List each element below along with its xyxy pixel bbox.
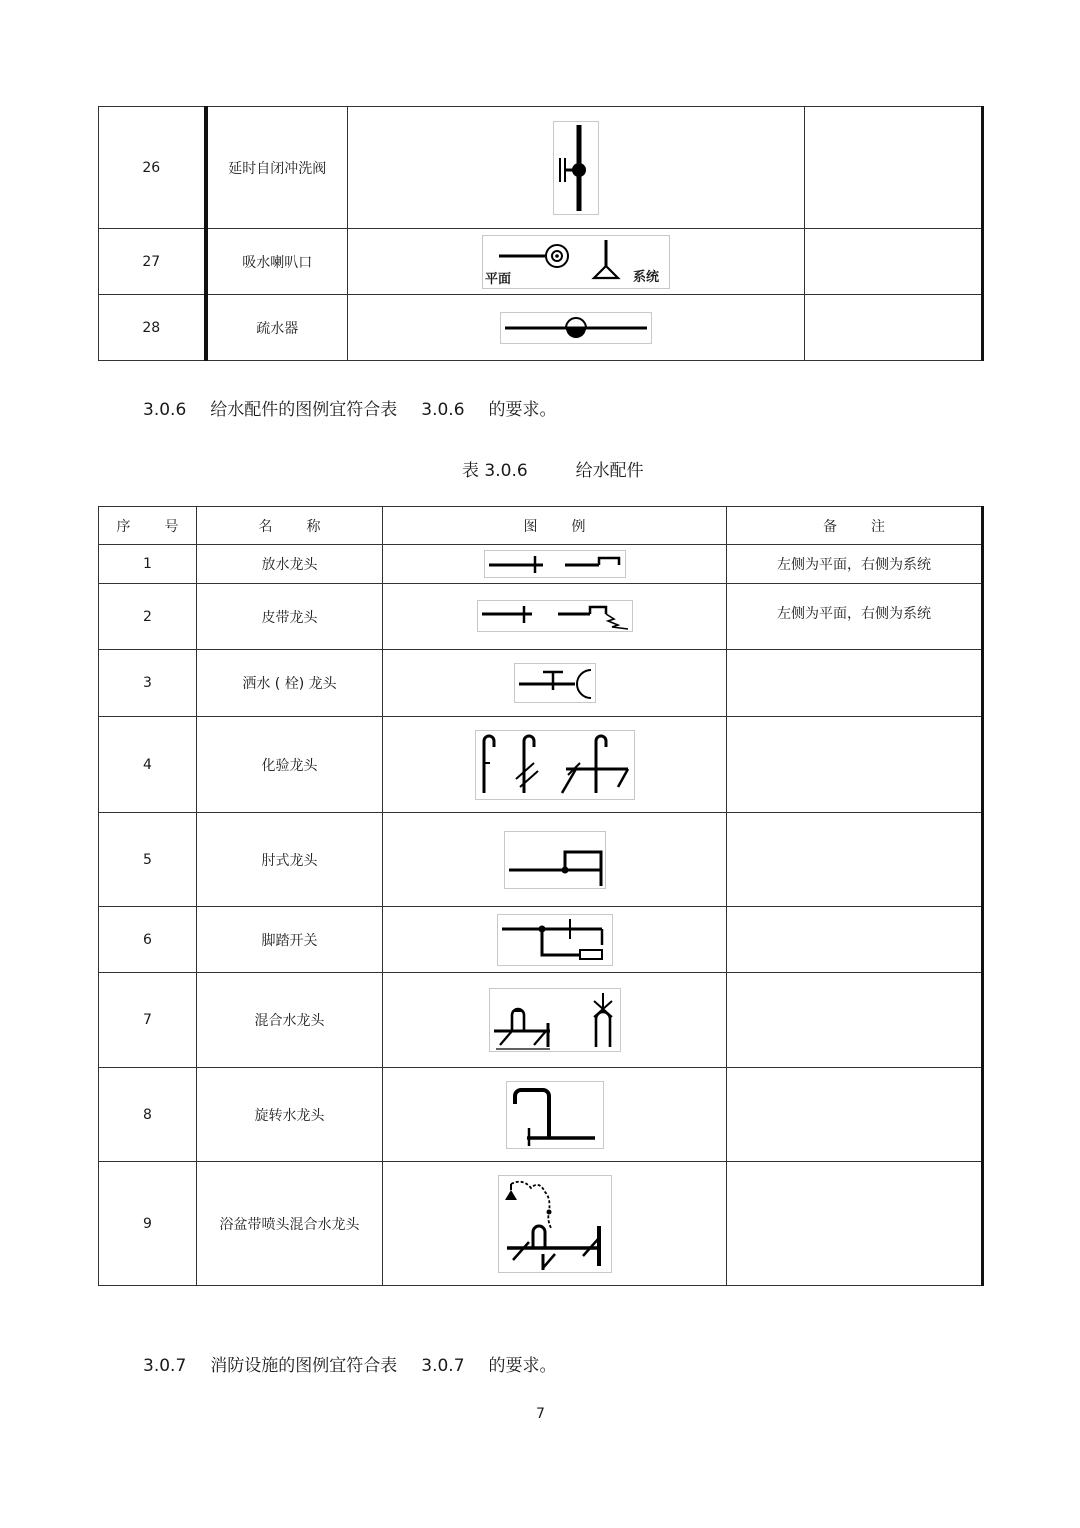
row-symbol <box>383 717 727 813</box>
row-symbol <box>348 229 805 295</box>
row-note <box>805 229 983 295</box>
row-name: 脚踏开关 <box>197 907 383 973</box>
row-number: 2 <box>99 584 197 650</box>
drain-faucet-icon <box>484 550 626 578</box>
caption-number: 表 3.0.6 <box>462 461 528 481</box>
row-number: 27 <box>99 229 206 295</box>
row-number: 7 <box>99 973 197 1068</box>
row-symbol <box>383 973 727 1068</box>
plan-label: 平面 <box>485 271 512 287</box>
steam-trap-icon <box>500 312 652 344</box>
clause-number: 3.0.6 <box>143 400 187 420</box>
header-no <box>99 507 197 545</box>
row-note: 左侧为平面，右侧为系统 <box>727 584 983 650</box>
table-row <box>99 107 983 229</box>
table-continuation <box>98 106 984 361</box>
row-number: 26 <box>99 107 206 229</box>
row-note <box>805 107 983 229</box>
row-number: 6 <box>99 907 197 973</box>
header-name-a: 名 <box>258 518 273 535</box>
row-name: 放水龙头 <box>197 545 383 584</box>
row-name: 洒水 ( 栓) 龙头 <box>197 650 383 717</box>
row-name: 吸水喇叭口 <box>206 229 348 295</box>
swivel-faucet-icon <box>506 1081 604 1149</box>
table-row <box>99 717 983 813</box>
row-number: 3 <box>99 650 197 717</box>
row-note <box>727 650 983 717</box>
row-note <box>727 1162 983 1286</box>
table-row <box>99 545 983 584</box>
row-note <box>805 295 983 361</box>
row-symbol <box>383 650 727 717</box>
sprinkler-faucet-icon <box>514 663 596 703</box>
bath-shower-mixer-icon <box>498 1175 612 1273</box>
lab-faucet-icon <box>475 730 635 800</box>
row-note <box>727 907 983 973</box>
clause-ref: 3.0.6 <box>421 400 465 420</box>
header-no-a: 序 <box>116 518 131 535</box>
row-symbol <box>383 907 727 973</box>
row-note <box>727 1068 983 1162</box>
caption-title: 给水配件 <box>575 461 644 481</box>
header-name <box>197 507 383 545</box>
row-number: 5 <box>99 813 197 907</box>
table-row <box>99 1068 983 1162</box>
clause-ref: 3.0.7 <box>421 1356 465 1376</box>
header-symbol <box>383 507 727 545</box>
row-symbol <box>383 584 727 650</box>
table-caption <box>462 456 644 481</box>
header-note <box>727 507 983 545</box>
table-row <box>99 584 983 650</box>
table-row <box>99 813 983 907</box>
row-name: 延时自闭冲洗阀 <box>206 107 348 229</box>
table-row <box>99 650 983 717</box>
elbow-faucet-icon <box>504 831 606 889</box>
row-name: 皮带龙头 <box>197 584 383 650</box>
clause-text: 给水配件的图例宜符合表 <box>210 400 398 420</box>
header-no-b: 号 <box>164 518 179 535</box>
row-name: 化验龙头 <box>197 717 383 813</box>
row-symbol <box>348 107 805 229</box>
delay-flush-valve-icon <box>553 121 599 215</box>
row-symbol <box>383 1162 727 1286</box>
foot-switch-icon <box>497 914 613 966</box>
header-name-b: 称 <box>306 518 321 535</box>
row-note: 左侧为平面，右侧为系统 <box>727 545 983 584</box>
row-symbol <box>383 813 727 907</box>
row-number: 1 <box>99 545 197 584</box>
row-note <box>727 973 983 1068</box>
suction-bellmouth-icon <box>482 235 670 289</box>
header-symbol-a: 图 <box>523 518 538 535</box>
row-name: 疏水器 <box>206 295 348 361</box>
hose-faucet-icon <box>477 600 633 632</box>
mixing-faucet-icon <box>489 988 621 1052</box>
clause-suffix: 的要求。 <box>488 400 557 420</box>
row-symbol <box>383 545 727 584</box>
row-number: 4 <box>99 717 197 813</box>
row-note <box>727 717 983 813</box>
header-note-b: 注 <box>871 518 885 535</box>
row-name: 肘式龙头 <box>197 813 383 907</box>
row-note <box>727 813 983 907</box>
clause-number: 3.0.7 <box>143 1356 187 1376</box>
paragraph-3-0-6 <box>143 395 557 420</box>
row-name: 混合水龙头 <box>197 973 383 1068</box>
row-number: 8 <box>99 1068 197 1162</box>
row-number: 9 <box>99 1162 197 1286</box>
table-row <box>99 295 983 361</box>
table-row <box>99 973 983 1068</box>
table-header-row <box>99 507 983 545</box>
row-symbol <box>383 1068 727 1162</box>
table-3-0-6 <box>98 506 984 1286</box>
clause-text: 消防设施的图例宜符合表 <box>210 1356 398 1376</box>
table-row <box>99 1162 983 1286</box>
row-number: 28 <box>99 295 206 361</box>
table-row <box>99 907 983 973</box>
clause-suffix: 的要求。 <box>488 1356 557 1376</box>
header-note-a: 备 <box>823 518 837 535</box>
paragraph-3-0-7 <box>143 1351 557 1376</box>
row-name: 浴盆带喷头混合水龙头 <box>197 1162 383 1286</box>
page-number: 7 <box>536 1406 545 1422</box>
table-row <box>99 229 983 295</box>
row-symbol <box>348 295 805 361</box>
row-name: 旋转水龙头 <box>197 1068 383 1162</box>
system-label: 系统 <box>633 269 660 285</box>
header-symbol-b: 例 <box>571 518 586 535</box>
